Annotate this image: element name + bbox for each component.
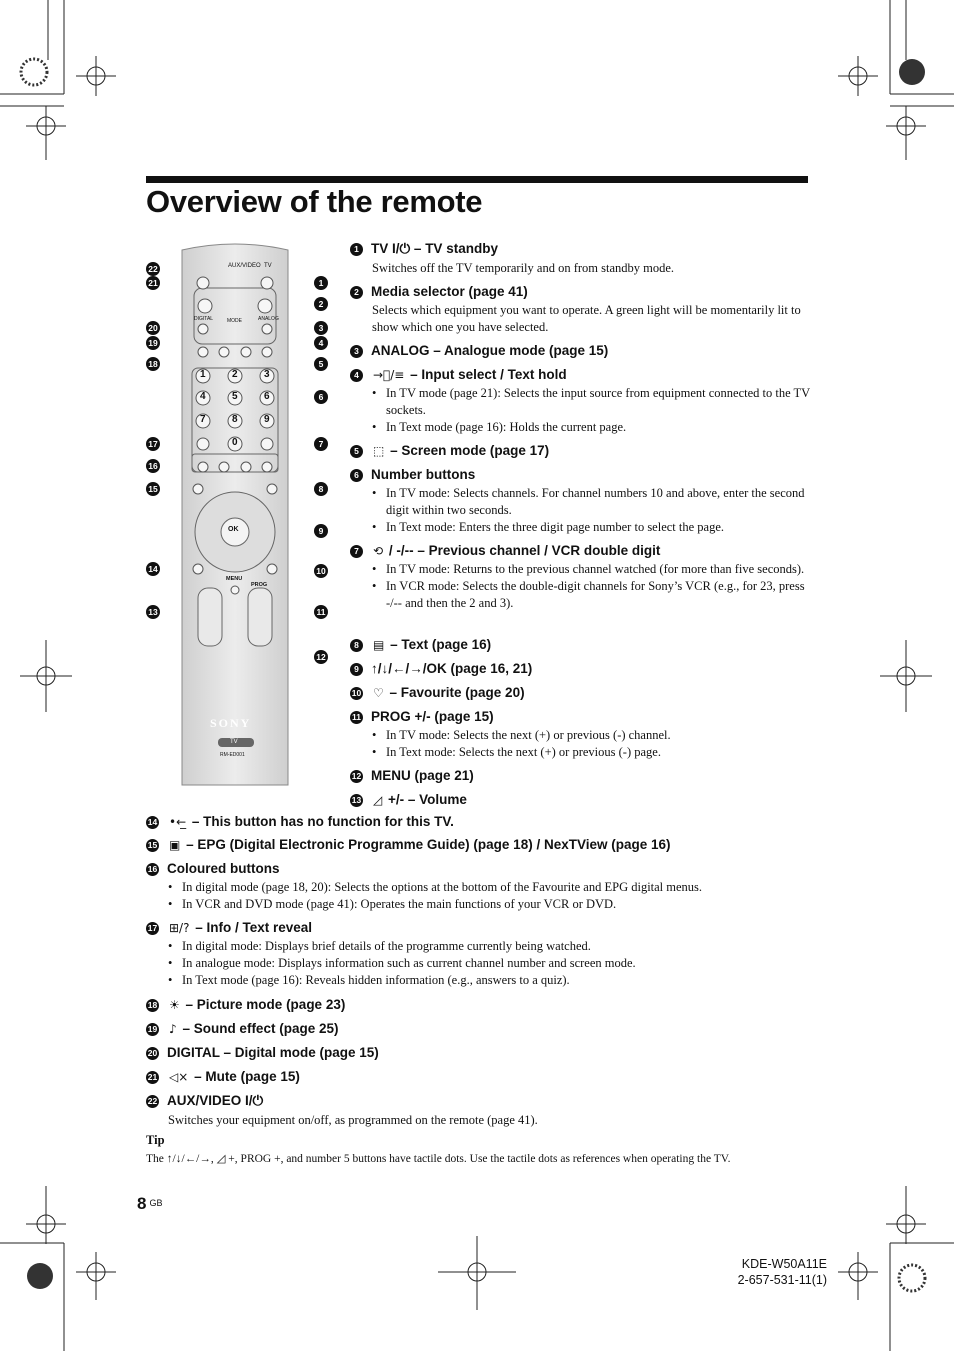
entry-heading: ↑/↓/←/→/OK (page 16, 21) <box>371 661 533 676</box>
entry-heading: Coloured buttons <box>167 861 280 876</box>
bullet: • In analogue mode: Displays information such as current channel number and screen mode. <box>168 955 810 972</box>
document-code: 2-657-531-11(1) <box>737 1273 827 1287</box>
remote-key-7: 7 <box>200 414 206 425</box>
entry-3 <box>350 343 810 358</box>
entry-number: 8 <box>350 639 363 652</box>
text-icon: ▤ <box>373 638 385 652</box>
entry-heading: +/- – Volume <box>388 792 467 807</box>
remote-key-8: 8 <box>232 414 238 425</box>
entry-number: 17 <box>147 923 158 933</box>
entry-number: 10 <box>351 688 362 698</box>
page-number <box>137 1194 162 1214</box>
remote-brand: SONY <box>210 716 252 730</box>
entry-number: 19 <box>147 1024 158 1034</box>
entry-heading: – Mute (page 15) <box>194 1069 300 1084</box>
entry-5 <box>350 443 810 458</box>
entry-heading: AUX/VIDEO I/⏻ <box>167 1093 264 1108</box>
entry-number: 13 <box>351 795 362 805</box>
title-rule <box>146 176 808 183</box>
entry-11 <box>350 709 810 761</box>
entry-heading: – EPG (Digital Electronic Programme Guide) (page 18) / NexTView (page 16) <box>186 837 671 852</box>
remote-menu: MENU <box>226 576 243 582</box>
callout-15: 15 <box>146 482 160 496</box>
entry-description: Switches off the TV temporarily and on from standby mode. <box>372 261 675 275</box>
remote-key-2: 2 <box>232 369 238 380</box>
bullet: • In Text mode: Enters the three digit page number to select the page. <box>372 519 810 536</box>
epg-icon: ▣ <box>169 838 181 852</box>
entry-heading: – Screen mode (page 17) <box>390 443 550 458</box>
heart-icon: ♡ <box>373 686 384 700</box>
callout-8: 8 <box>314 482 328 496</box>
entry-12 <box>350 768 810 783</box>
entry-heading: – Picture mode (page 23) <box>185 997 346 1012</box>
callout-11: 11 <box>314 605 328 619</box>
entry-2 <box>350 284 810 336</box>
entry-number: 6 <box>350 469 363 482</box>
callout-21: 21 <box>146 276 160 290</box>
entry-19 <box>146 1021 810 1036</box>
previous-channel-icon: ⟲ <box>373 544 384 558</box>
remote-key-0: 0 <box>232 437 238 448</box>
remote-key-1: 1 <box>200 369 206 380</box>
entry-9 <box>350 661 810 676</box>
callout-5: 5 <box>314 357 328 371</box>
callout-3: 3 <box>314 321 328 335</box>
remote-model: RM-ED001 <box>220 752 245 758</box>
entry-description: Switches your equipment on/off, as programmed on the remote (page 41). <box>168 1113 538 1127</box>
entry-heading: – Favourite (page 20) <box>389 685 525 700</box>
callout-14: 14 <box>146 562 160 576</box>
remote-key-6: 6 <box>264 391 270 402</box>
tip-label: Tip <box>146 1133 165 1147</box>
bullet: • In digital mode: Displays brief details of the programme currently being watched. <box>168 938 810 955</box>
remote-label-digital: DIGITAL <box>194 316 214 322</box>
entry-number: 22 <box>147 1096 158 1106</box>
entry-7 <box>350 543 810 612</box>
callout-22: 22 <box>146 262 160 276</box>
screen-mode-icon: ⬚ <box>373 444 385 458</box>
remote-key-5: 5 <box>232 391 238 402</box>
remote-label-analog: ANALOG <box>258 316 279 322</box>
model-number: KDE-W50A11E <box>741 1257 827 1271</box>
entry-number: 9 <box>350 663 363 676</box>
entry-number: 2 <box>350 286 363 299</box>
callout-20: 20 <box>146 321 160 335</box>
entry-heading: – Input select / Text hold <box>410 367 567 382</box>
bullet: • In TV mode: Selects the next (+) or previous (-) channel. <box>372 727 810 744</box>
footer-model-block <box>738 1256 827 1288</box>
entry-number: 1 <box>350 243 363 256</box>
entry-10 <box>350 685 810 700</box>
entry-heading: TV I/⏻ – TV standby <box>371 241 498 256</box>
entry-number: 16 <box>147 864 158 874</box>
bullet: • In Text mode (page 16): Reveals hidden information (e.g., answers to a quiz). <box>168 972 810 989</box>
callout-9: 9 <box>314 524 328 538</box>
callout-19: 19 <box>146 336 160 350</box>
bullet: • In TV mode: Returns to the previous channel watched (for more than five seconds). <box>372 561 810 578</box>
entry-17 <box>146 920 810 989</box>
entry-number: 18 <box>147 1000 158 1010</box>
entry-14 <box>146 814 810 829</box>
callout-7: 7 <box>314 437 328 451</box>
remote-key-9: 9 <box>264 414 270 425</box>
callout-2: 2 <box>314 297 328 311</box>
entry-number: 12 <box>351 771 362 781</box>
entry-20 <box>146 1045 810 1060</box>
callout-6: 6 <box>314 390 328 404</box>
entry-number: 21 <box>147 1072 158 1082</box>
bullet: • In VCR and DVD mode (page 41): Operates the main functions of your VCR or DVD. <box>168 896 810 913</box>
page-title: Overview of the remote <box>146 184 483 219</box>
remote-ok: OK <box>228 526 239 533</box>
mute-icon: ◁× <box>169 1070 189 1084</box>
entry-description: Selects which equipment you want to operate. A green light will be momentarily lit to show which one you have selected. <box>372 303 801 334</box>
entry-heading: Media selector (page 41) <box>371 284 528 299</box>
remote-label-tv: TV <box>264 263 272 269</box>
callout-12: 12 <box>314 650 328 664</box>
info-icon: ⊞/? <box>169 921 190 935</box>
entry-21 <box>146 1069 810 1084</box>
entry-number: 14 <box>147 817 158 827</box>
bullet: • In Text mode (page 16): Holds the current page. <box>372 419 810 436</box>
entry-heading: MENU (page 21) <box>371 768 474 783</box>
remote-key-4: 4 <box>200 391 206 402</box>
entry-number: 5 <box>350 445 363 458</box>
callout-13: 13 <box>146 605 160 619</box>
entry-8 <box>350 637 810 652</box>
input-select-icon: →⃝/≡ <box>373 368 405 382</box>
callout-16: 16 <box>146 459 160 473</box>
tip-text: The ↑/↓/←/→, ◿ +, PROG +, and number 5 buttons have tactile dots. Use the tactile dots as references when operating the TV. <box>146 1153 731 1165</box>
entry-heading: – This button has no function for this TV. <box>191 814 454 829</box>
entry-4 <box>350 367 810 436</box>
remote-label-aux: AUX/VIDEO <box>228 263 261 269</box>
callout-4: 4 <box>314 336 328 350</box>
entry-number: 20 <box>147 1048 158 1058</box>
remote-key-3: 3 <box>264 369 270 380</box>
entry-heading: – Text (page 16) <box>390 637 492 652</box>
entry-13 <box>350 792 810 807</box>
entry-heading: – Info / Text reveal <box>195 920 313 935</box>
entry-heading: – Sound effect (page 25) <box>182 1021 339 1036</box>
volume-icon: ◿ <box>373 793 383 807</box>
entry-number: 3 <box>350 345 363 358</box>
entry-16 <box>146 861 810 913</box>
page-language-code: GB <box>149 1198 163 1208</box>
callout-1: 1 <box>314 276 328 290</box>
callout-17: 17 <box>146 437 160 451</box>
bullet: • In Text mode: Selects the next (+) or previous (-) page. <box>372 744 810 761</box>
bullet: • In TV mode (page 21): Selects the input source from equipment connected to the TV sockets. <box>372 385 810 419</box>
sound-effect-icon: ♪ <box>169 1022 177 1036</box>
entry-heading: / -/-- – Previous channel / VCR double digit <box>388 543 661 558</box>
entry-1 <box>350 241 810 277</box>
entry-number: 4 <box>350 369 363 382</box>
entry-number: 7 <box>350 545 363 558</box>
bullet: • In digital mode (page 18, 20): Selects the options at the bottom of the Favourite and EPG digital menus. <box>168 879 810 896</box>
remote-label-mode: MODE <box>227 318 242 324</box>
bullet: • In TV mode: Selects channels. For channel numbers 10 and above, enter the second digit within two seconds. <box>372 485 810 519</box>
callout-18: 18 <box>146 357 160 371</box>
picture-mode-icon: ☀ <box>169 998 180 1012</box>
bullet: • In VCR mode: Selects the double-digit channels for Sony’s VCR (e.g., for 23, press -/-- and then the 2 and 3). <box>372 578 810 612</box>
remote-prog: PROG <box>251 582 268 588</box>
remote-tv-badge: TV <box>230 739 238 745</box>
entry-heading: Number buttons <box>371 467 476 482</box>
entry-18 <box>146 997 810 1012</box>
entry-heading: PROG +/- (page 15) <box>371 709 494 724</box>
entry-6 <box>350 467 810 536</box>
entry-heading: ANALOG – Analogue mode (page 15) <box>371 343 609 358</box>
return-icon: •←̲ <box>169 815 187 829</box>
entry-number: 15 <box>147 840 158 850</box>
callout-10: 10 <box>314 564 328 578</box>
entry-number: 11 <box>352 712 361 722</box>
entry-22 <box>146 1093 810 1129</box>
entry-heading: DIGITAL – Digital mode (page 15) <box>167 1045 379 1060</box>
page-number-value: 8 <box>137 1194 147 1213</box>
entry-15 <box>146 837 810 852</box>
